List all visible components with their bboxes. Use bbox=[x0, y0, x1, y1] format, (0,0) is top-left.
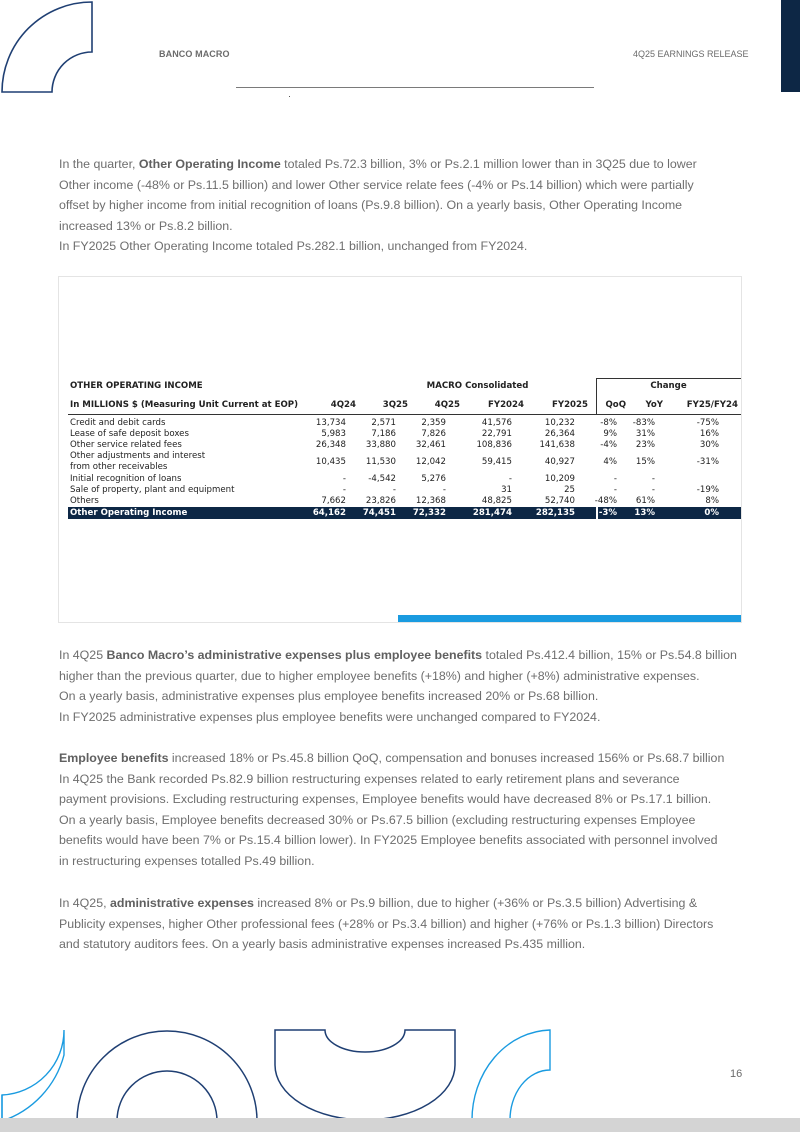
table-row: Initial recognition of loans - -4,542 5,276 - 10,209 - - bbox=[70, 474, 655, 484]
header-tab-marker bbox=[781, 0, 800, 92]
change-rule bbox=[596, 378, 741, 379]
total-row: Other Operating Income 64,162 74,451 72,332 281,474 282,135 -3% 13% 0% bbox=[68, 507, 741, 519]
other-operating-income-paragraph: In the quarter, Other Operating Income totaled Ps.72.3 billion, 3% or Ps.2.1 million lower than in 3Q25 due to lower Other income (-48% or Ps.11.5 billion) and lower Other service relate fees (-4% or Ps.14 billion) which were partially offset by higher income from initial recognition of loans (Ps.9.8 billion). On a yearly basis, Other Operating Income increased 13% or Ps.8.2 billion. In FY2025 Other Operating Income totaled Ps.282.1 billion, unchanged from FY2024. bbox=[59, 157, 697, 254]
table-row: Sale of property, plant and equipment - - - 31 25 - - -19% bbox=[70, 485, 719, 495]
table-row: Others 7,662 23,826 12,368 48,825 52,740 -48% 61% 8% bbox=[70, 496, 719, 506]
accent-bar bbox=[398, 615, 741, 622]
page-number: 16 bbox=[730, 1068, 743, 1080]
table-row: Other adjustments and interest from other receivables 10,435 11,530 12,042 59,415 40,927 4% 15% -31% bbox=[70, 451, 719, 472]
col-header: YoY bbox=[645, 400, 663, 410]
table-row: Other service related fees 26,348 33,880 32,461 108,836 141,638 -4% 23% 30% bbox=[70, 440, 719, 450]
change-header: Change bbox=[650, 381, 687, 391]
footer-arc-decoration bbox=[0, 1025, 560, 1125]
header-dot bbox=[289, 96, 290, 97]
admin-expenses-paragraph: In 4Q25 Banco Macro’s administrative expenses plus employee benefits totaled Ps.412.4 billion, 15% or Ps.54.8 billion higher than the previous quarter, due to higher employee benefits (+18%) and higher (+8%) administrative expenses. On a yearly basis, administrative expenses plus employee benefits increased 20% or Ps.68 billion. In FY2025 administrative expenses plus employee benefits were unchanged compared to FY2024. bbox=[59, 648, 737, 724]
col-header: 4Q25 bbox=[434, 400, 460, 410]
footer-band bbox=[0, 1118, 800, 1132]
table-title: OTHER OPERATING INCOME bbox=[70, 381, 203, 391]
units-label: In MILLIONS $ (Measuring Unit Current at EOP) bbox=[70, 400, 299, 410]
col-header: FY2024 bbox=[487, 400, 524, 410]
employee-benefits-paragraph: Employee benefits increased 18% or Ps.45.8 billion QoQ, compensation and bonuses increased 156% or Ps.68.7 billion In 4Q25 the Bank recorded Ps.82.9 billion restructuring expenses related to early retirement plans and severance payment provisions. Excluding restructuring expenses, Employee benefits would have decreased 8% or Ps.17.1 billion. On a yearly basis, Employee benefits decreased 30% or Ps.67.5 billion (excluding restructuring expenses Employee benefits would have been 7% or Ps.15.4 billion lower). In FY2025 Employee benefits associated with personnel involved in restructuring expenses totalled Ps.49 billion. bbox=[59, 751, 725, 868]
col-header: 4Q24 bbox=[330, 400, 356, 410]
col-header: 3Q25 bbox=[382, 400, 408, 410]
col-header: FY25/FY24 bbox=[686, 400, 738, 410]
col-header: QoQ bbox=[605, 400, 626, 410]
company-name: BANCO MACRO bbox=[159, 49, 230, 59]
header-rule bbox=[68, 414, 741, 415]
col-header: FY2025 bbox=[551, 400, 588, 410]
top-left-arc-decoration bbox=[0, 0, 100, 95]
table-row: Lease of safe deposit boxes 5,983 7,186 7,826 22,791 26,364 9% 31% 16% bbox=[70, 429, 719, 439]
administrative-expenses-paragraph: In 4Q25, administrative expenses increased 8% or Ps.9 billion, due to higher (+36% or Ps.3.5 billion) Advertising & Publicity expenses, higher Other professional fees (+28% or Ps.3.4 billion) and higher (+76% or Ps.1.3 billion) Directors and statutory auditors fees. On a yearly basis administrative expenses increased Ps.435 million. bbox=[59, 896, 714, 952]
group-header: MACRO Consolidated bbox=[426, 381, 529, 391]
report-title: 4Q25 EARNINGS RELEASE bbox=[633, 49, 749, 59]
table-row: Credit and debit cards 13,734 2,571 2,359 41,576 10,232 -8% -83% -75% bbox=[70, 418, 719, 428]
header-divider bbox=[236, 87, 594, 88]
